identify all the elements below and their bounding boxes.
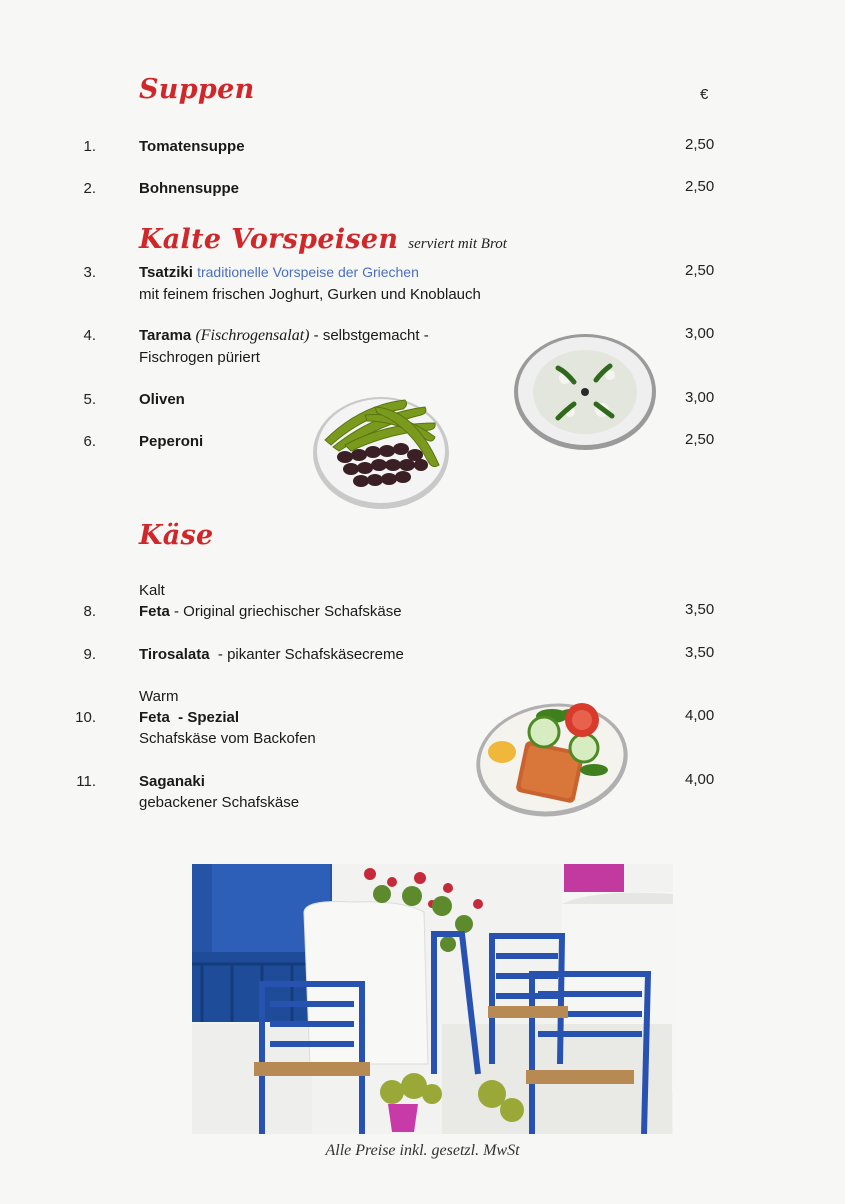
feta-dish-photo	[472, 698, 630, 823]
item-note: (Fischrogensalat)	[195, 327, 310, 344]
item-name: Tsatziki traditionelle Vorspeise der Griechen	[139, 264, 419, 281]
item-number: 2.	[83, 180, 96, 197]
item-name: Oliven	[139, 391, 185, 408]
item-number: 11.	[76, 773, 96, 790]
item-name: Feta - Spezial	[139, 709, 240, 726]
footer-note: Alle Preise inkl. gesetzl. MwSt	[325, 1142, 520, 1159]
item-price: 2,50	[685, 431, 715, 448]
item-description: Fischrogen püriert	[139, 349, 260, 366]
section-title-kalte-vorspeisen: Kalte Vorspeisen serviert mit Brot	[139, 224, 507, 255]
section-subtitle: serviert mit Brot	[408, 236, 507, 252]
section-title-kaese: Käse	[139, 520, 214, 551]
item-number: 4.	[83, 327, 96, 344]
item-name: Tomatensuppe	[139, 138, 245, 155]
greek-courtyard-photo	[192, 864, 673, 1134]
item-name: Bohnensuppe	[139, 180, 239, 197]
item-number: 5.	[83, 391, 96, 408]
currency-symbol: €	[700, 86, 709, 103]
item-number: 3.	[83, 264, 96, 281]
olives-peppers-photo	[305, 385, 455, 515]
item-number: 9.	[83, 646, 96, 663]
item-number: 8.	[83, 603, 96, 620]
item-description: gebackener Schafskäse	[139, 794, 300, 811]
item-name: Tarama (Fischrogensalat) - selbstgemacht -	[139, 327, 429, 344]
item-price: 2,50	[685, 262, 715, 279]
item-extra: - pikanter Schafskäsecreme	[209, 646, 404, 663]
section-title-suppen: Suppen	[139, 74, 255, 105]
group-label-warm: Warm	[139, 688, 179, 705]
item-name: Saganaki	[139, 773, 205, 790]
item-description: Schafskäse vom Backofen	[139, 730, 316, 747]
item-note: traditionelle Vorspeise der Griechen	[197, 264, 419, 280]
item-price: 4,00	[685, 707, 715, 724]
item-number: 6.	[83, 433, 96, 450]
item-name: Tirosalata - pikanter Schafskäsecreme	[139, 646, 404, 663]
item-price: 3,50	[685, 601, 715, 618]
item-price: 3,00	[685, 325, 715, 342]
item-number: 10.	[75, 709, 96, 726]
item-price: 2,50	[685, 136, 715, 153]
item-name: Peperoni	[139, 433, 204, 450]
item-extra: - selbstgemacht -	[309, 327, 429, 344]
item-price: 3,00	[685, 389, 715, 406]
tsatziki-photo	[510, 330, 660, 455]
group-label-cold: Kalt	[139, 582, 165, 599]
item-number: 1.	[83, 138, 96, 155]
item-extra: - Original griechischer Schafskäse	[169, 603, 402, 620]
item-name: Feta - Original griechischer Schafskäse	[139, 603, 402, 620]
item-description: mit feinem frischen Joghurt, Gurken und Knoblauch	[139, 286, 481, 303]
item-price: 3,50	[685, 644, 715, 661]
item-price: 4,00	[685, 771, 715, 788]
item-price: 2,50	[685, 178, 715, 195]
